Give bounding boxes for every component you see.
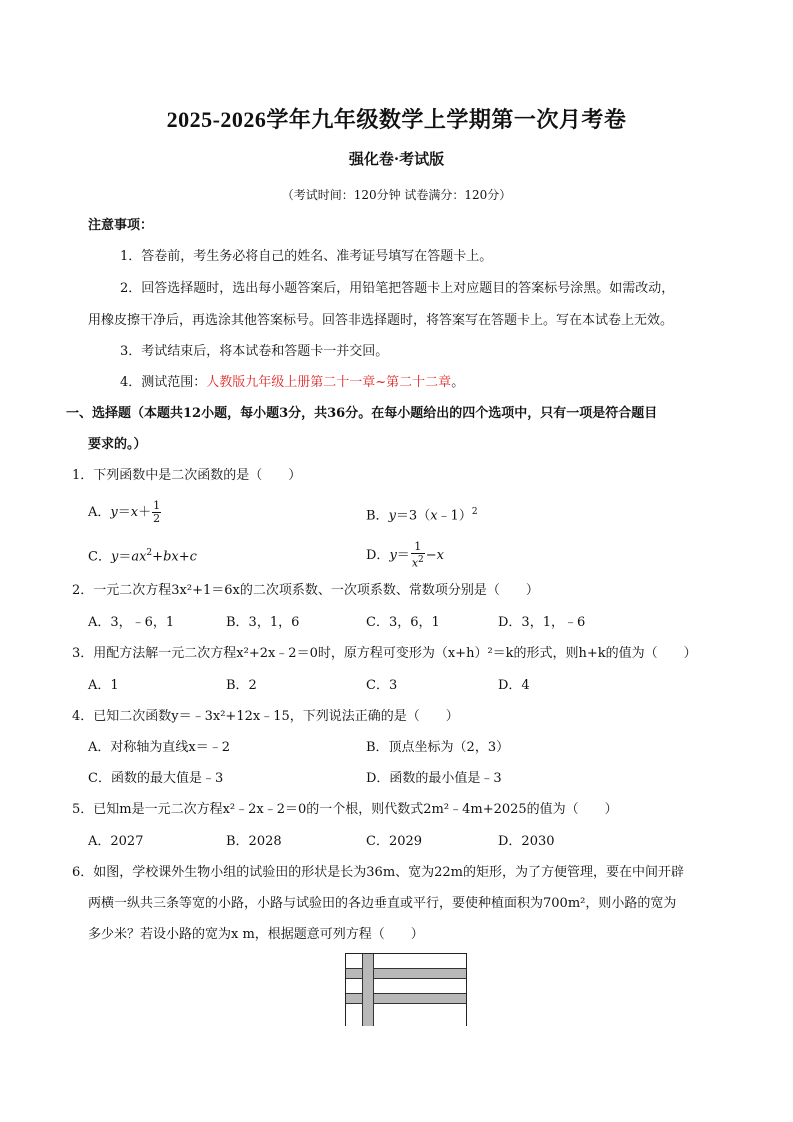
q3-stem: 3．用配方法解一元二次方程x²+2x﹣2＝0时，原方程可变形为（x+h）²＝k的形式，则h+k的值为（ ） [72,646,697,661]
q2-option-c: C．3，6，1 [366,615,440,630]
note-item-4 [120,374,464,391]
q4-option-a: A．对称轴为直线x＝﹣2 [88,740,230,755]
note-item-1: 1．答卷前，考生务必将自己的姓名、准考证号填写在答题卡上。 [120,249,493,264]
q5-option-a: A．2027 [88,834,144,849]
exam-subtitle: 强化卷·考试版 [348,150,445,168]
vertical-path [362,954,374,1026]
q2-option-a: A．3，﹣6，1 [88,615,175,630]
note-item-2-line-1: 2．回答选择题时，选出每小题答案后，用铅笔把答题卡上对应题目的答案标号涂黑。如需改动， [120,281,675,296]
q3-option-b: B．2 [226,678,257,693]
q6-field-figure [345,953,467,1026]
exam-title: 2025-2026学年九年级数学上学期第一次月考卷 [166,107,627,132]
q1-option-a: A．y＝x＋ $\frac{1}{2}$ [88,499,161,525]
q1-stem: 1．下列函数中是二次函数的是（ ） [72,468,302,483]
q1-option-d: D．y＝ $\frac{1}{x^2}$ −x [366,540,445,570]
q2-option-d: D．3，1，﹣6 [498,615,586,630]
q6-stem-line-3: 多少米？若设小路的宽为x m，根据题意可列方程（ ） [88,927,424,942]
q4-option-c: C．函数的最大值是﹣3 [88,771,224,786]
notes-heading: 注意事项： [88,218,154,233]
q5-option-b: B．2028 [226,834,282,849]
section-1-heading-line-2: 要求的。） [88,437,147,452]
note-item-4-scope: 人教版九年级上册第二十一章~第二十二章 [206,375,452,390]
q1-option-c: C．$y=ax^2+bx+c$ [88,548,197,565]
q6-stem-line-2: 两横一纵共三条等宽的小路，小路与试验田的各边垂直或平行，要使种植面积为700m²，则小路的宽为 [88,896,677,911]
q5-option-c: C．2029 [366,834,423,849]
q5-stem: 5．已知m是一元二次方程x²﹣2x﹣2＝0的一个根，则代数式2m²﹣4m+2025的值为（ ） [72,802,618,817]
exam-info: （考试时间：120分钟 试卷满分：120分） [281,188,512,202]
q5-option-d: D．2030 [498,834,555,849]
q4-stem: 4．已知二次函数y＝﹣3x²+12x﹣15，下列说法正确的是（ ） [72,709,459,724]
q2-option-b: B．3，1，6 [226,615,300,630]
q6-stem-line-1: 6．如图，学校课外生物小组的试验田的形状是长为36m、宽为22m的矩形，为了方便管理，要在中间开辟 [72,865,685,880]
q3-option-d: D．4 [498,678,530,693]
q3-option-a: A．1 [88,678,119,693]
note-item-3: 3．考试结束后，将本试卷和答题卡一并交回。 [120,344,389,359]
note-item-2-line-2: 用橡皮擦干净后，再选涂其他答案标号。回答非选择题时，将答案写在答题卡上。写在本试卷上无效。 [88,313,674,328]
q4-option-d: D．函数的最小值是﹣3 [366,771,502,786]
section-1-heading-line-1: 一、选择题（本题共12小题，每小题3分，共36分。在每小题给出的四个选项中，只有一项是符合题目 [66,406,658,421]
q1-option-b: B．y＝3（x﹣1）$^2$ [366,507,478,524]
q4-option-b: B．顶点坐标为（2，3） [366,740,510,755]
note-item-4-label: 4．测试范围： [120,375,207,390]
note-item-4-end: 。 [451,375,465,390]
q2-stem: 2．一元二次方程3x²+1＝6x的二次项系数、一次项系数、常数项分别是（ ） [72,583,539,598]
q3-option-c: C．3 [366,678,398,693]
